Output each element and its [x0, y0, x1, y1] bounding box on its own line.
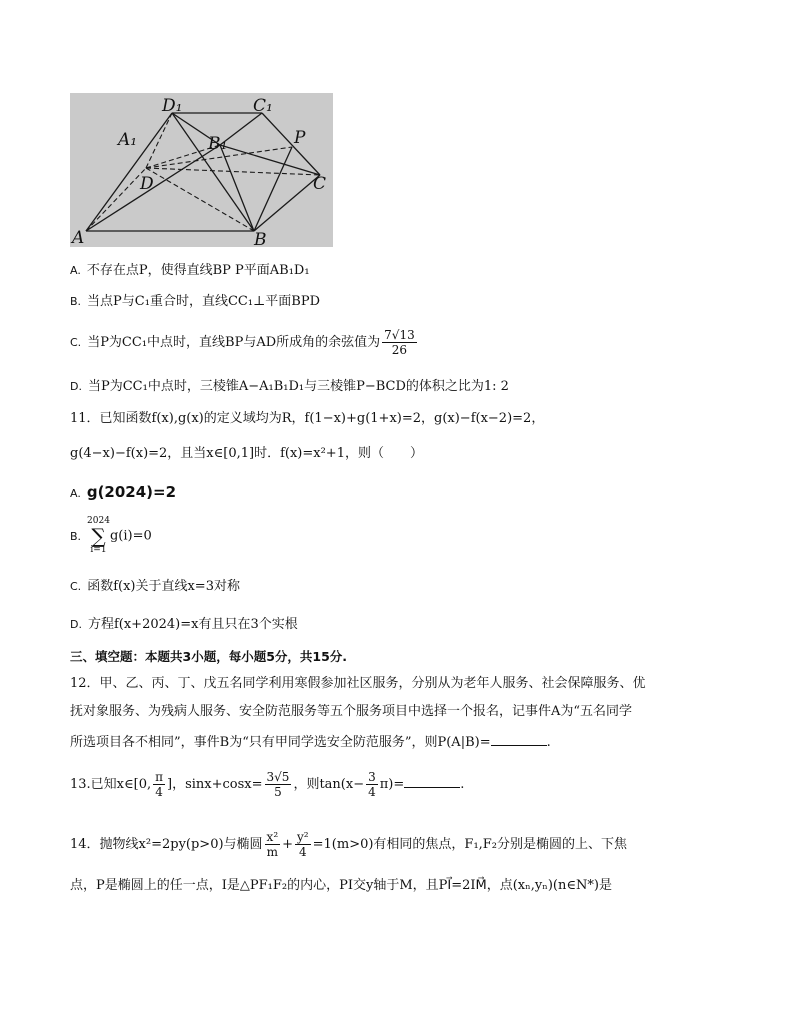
- option-label: A.: [70, 487, 81, 500]
- q10-option-d: [70, 378, 509, 396]
- q10-option-b: [70, 293, 320, 311]
- fraction-denominator: 26: [391, 343, 408, 357]
- fraction-denominator: 5: [274, 785, 282, 799]
- q11-stem-line1: 11．已知函数f(x),g(x)的定义域均为R，f(1−x)+g(1+x)=2，g(x)−f(x−2)=2，: [70, 411, 545, 426]
- x-fraction: [265, 830, 281, 859]
- q12-line3: [70, 733, 551, 752]
- fraction-numerator: x²: [266, 830, 279, 844]
- option-label: A.: [70, 264, 81, 277]
- q11-option-a: [70, 483, 176, 503]
- q11-option-c: [70, 578, 240, 596]
- label-C1: C₁: [253, 96, 273, 116]
- sum-upper: 2024: [87, 516, 110, 526]
- fraction-denominator: m: [266, 845, 279, 859]
- option-text: 函数f(x)关于直线x=3对称: [87, 579, 240, 594]
- option-label: B.: [70, 529, 82, 543]
- q13-prefix: 13.已知x∈[0,: [70, 777, 152, 792]
- fraction-numerator: 3: [368, 770, 376, 784]
- q13-mid3: π)=: [379, 777, 405, 792]
- label-A1: A₁: [118, 130, 138, 150]
- q11-stem-line2: g(4−x)−f(x)=2，且当x∈[0,1]时．f(x)=x²+1，则（ ）: [70, 446, 423, 461]
- q13-line: [70, 770, 464, 799]
- fraction-denominator: 4: [299, 845, 307, 859]
- fraction-numerator: y²: [297, 830, 309, 844]
- tan-fraction: [366, 770, 378, 799]
- option-label: D.: [70, 618, 82, 631]
- q13-mid2: ，则tan(x−: [293, 777, 365, 792]
- q13-mid1: ]，sinx+cosx=: [167, 777, 263, 792]
- label-D: D: [140, 174, 154, 194]
- option-text: 不存在点P，使得直线BP P平面AB₁D₁: [86, 263, 310, 278]
- q10-option-a: [70, 262, 310, 280]
- pi-fraction: [153, 770, 165, 799]
- sum-lower: i=1: [90, 545, 107, 555]
- cosine-fraction: [382, 328, 417, 357]
- q14-prefix: 14．抛物线x²=2py(p>0)与椭圆: [70, 837, 263, 852]
- option-text: 当P为CC₁中点时，三棱锥A−A₁B₁D₁与三棱锥P−BCD的体积之比为1: 2: [87, 379, 509, 394]
- label-C: C: [313, 174, 327, 194]
- q14-line1: [70, 830, 627, 859]
- q14-line2: 点，P是椭圆上的任一点，I是△PF₁F₂的内心，PI交y轴于M，且PI⃗=2IM⃗，点(xₙ,yₙ)(n∈N*)是: [70, 878, 612, 893]
- label-D1: D₁: [162, 96, 183, 116]
- answer-blank: [404, 775, 460, 788]
- option-label: D.: [70, 380, 82, 393]
- section-heading: 三、填空题：本题共3小题，每小题5分，共15分.: [70, 649, 348, 664]
- option-text: g(2024)=2: [86, 483, 177, 501]
- q10-option-c: [70, 328, 419, 357]
- summation-symbol: 2024 ∑ i=1: [87, 516, 110, 555]
- option-label: B.: [70, 295, 82, 308]
- fraction-numerator: 3√5: [266, 770, 290, 784]
- option-text: 方程f(x+2024)=x有且只在3个实根: [87, 617, 298, 632]
- value-fraction: [265, 770, 292, 799]
- q13-end: .: [460, 777, 465, 792]
- q11-option-d: [70, 616, 298, 634]
- option-label: C.: [70, 580, 82, 593]
- q12-end: .: [546, 735, 551, 750]
- option-text: 当P为CC₁中点时，直线BP与AD所成角的余弦值为: [87, 335, 381, 350]
- label-B1: B₁: [208, 134, 228, 154]
- y-fraction: [295, 830, 311, 859]
- fraction-denominator: 4: [155, 785, 163, 799]
- fraction-numerator: 7√13: [384, 328, 415, 342]
- option-text: 当点P与C₁重合时，直线CC₁⊥平面BPD: [87, 294, 321, 309]
- fraction-denominator: 4: [368, 785, 376, 799]
- option-text: g(i)=0: [109, 528, 152, 544]
- fraction-numerator: π: [155, 770, 163, 784]
- option-label: C.: [70, 336, 82, 349]
- label-A: A: [72, 228, 85, 247]
- q11-option-b: [70, 517, 152, 555]
- label-B: B: [254, 230, 267, 247]
- q14-plus: +: [282, 837, 294, 852]
- q12-line2: 抚对象服务、为残病人服务、安全防范服务等五个服务项目中选择一个报名，记事件A为“五名同学: [70, 704, 633, 719]
- label-P: P: [294, 128, 306, 148]
- prism-diagram: [70, 93, 333, 247]
- answer-blank: [491, 733, 547, 746]
- q14-rest: =1(m>0)有相同的焦点，F₁,F₂分别是椭圆的上、下焦: [312, 837, 628, 852]
- geometry-figure: [70, 93, 333, 247]
- q12-line3-text: 所选项目各不相同”，事件B为“只有甲同学选安全防范服务”，则P(A|B)=: [70, 735, 491, 750]
- q12-line1: 12．甲、乙、丙、丁、戊五名同学利用寒假参加社区服务，分别从为老年人服务、社会保障服务、优: [70, 676, 646, 691]
